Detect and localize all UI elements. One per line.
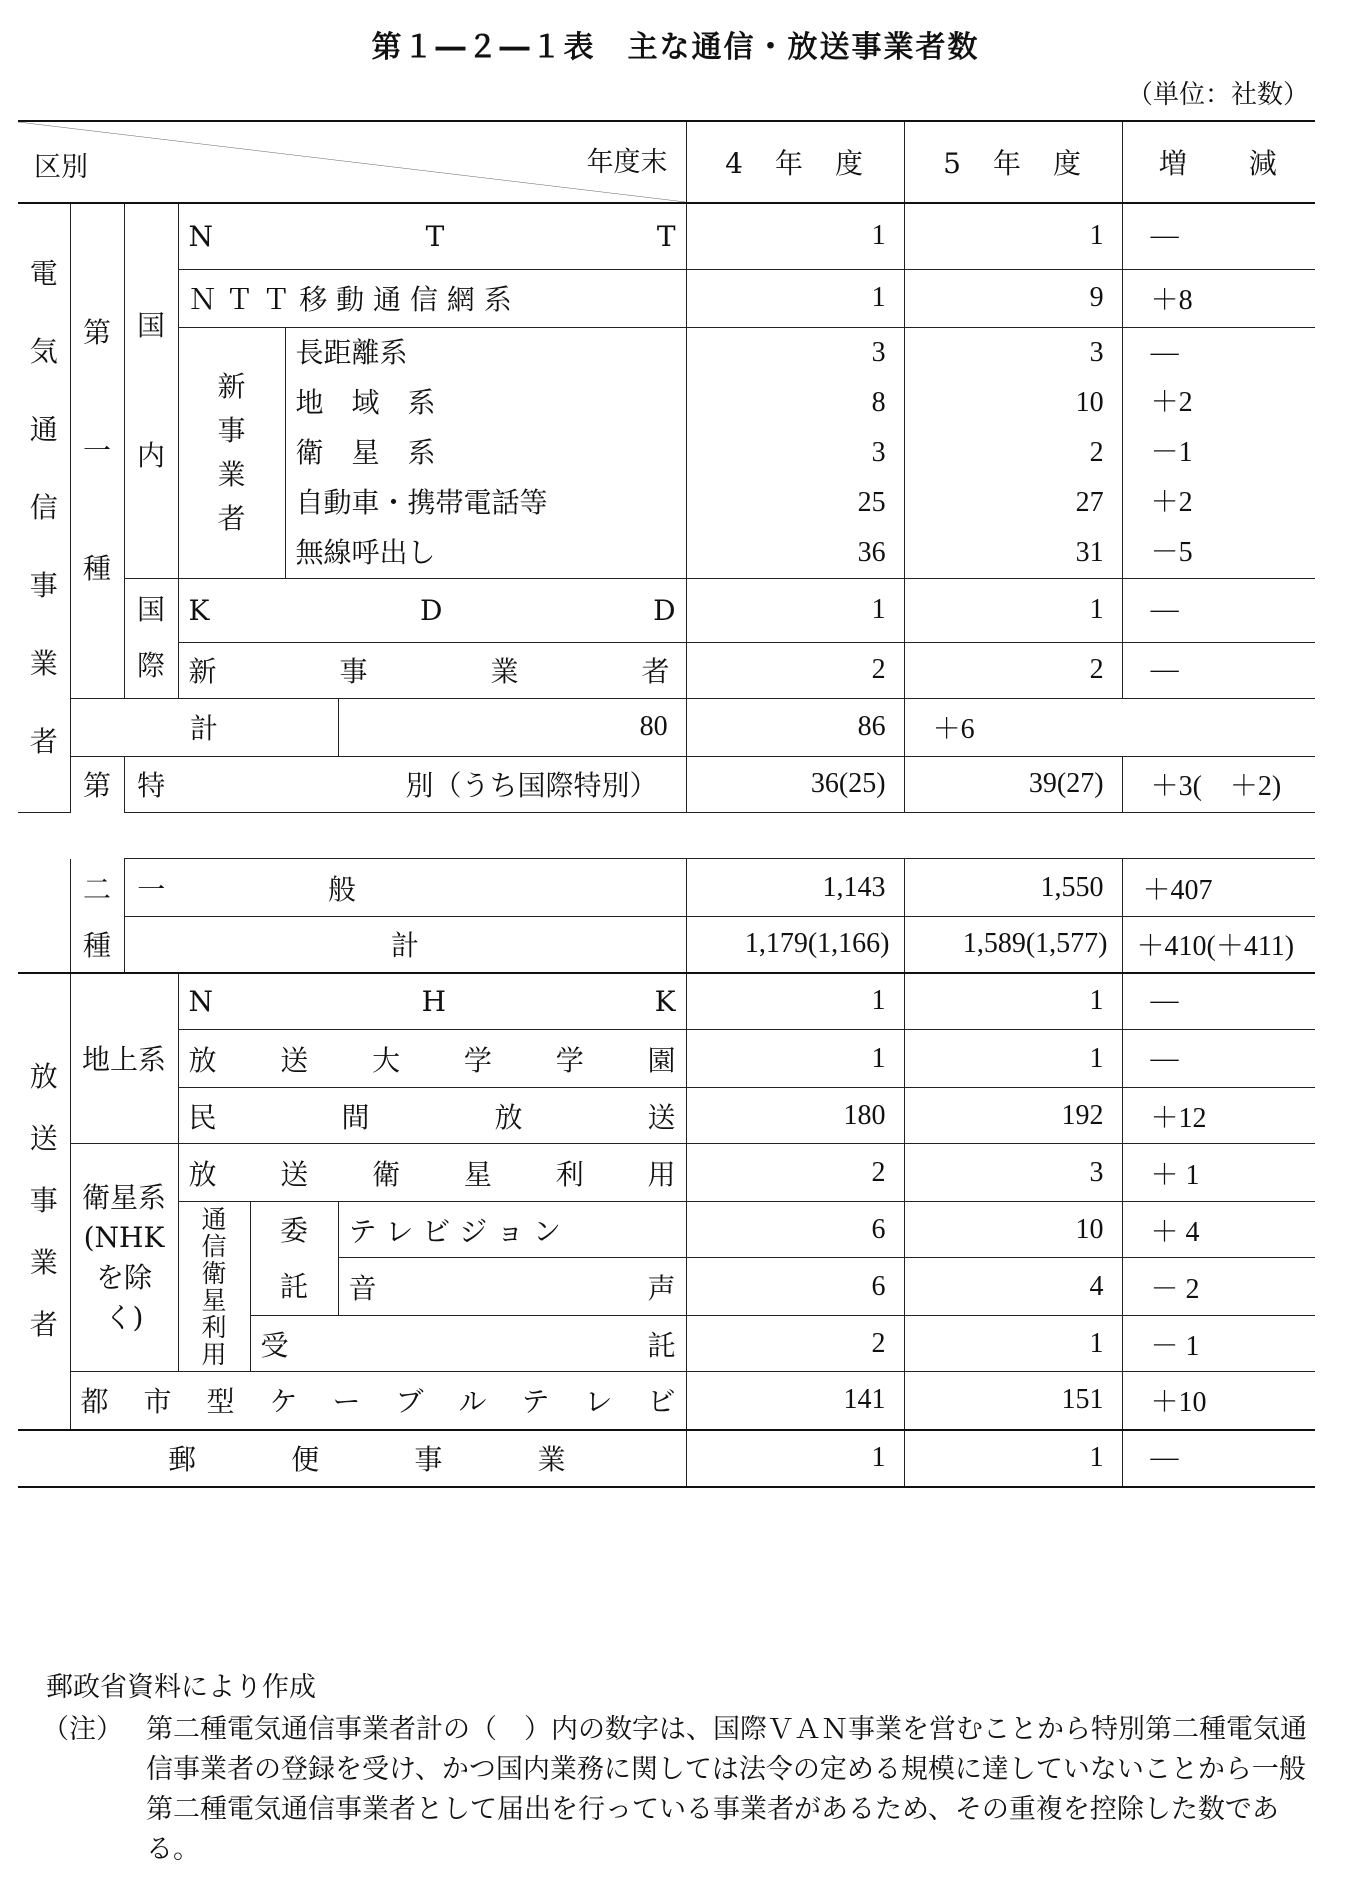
row-entrusted-label: 受 託	[250, 1316, 686, 1372]
audio-fy4: 6	[686, 1258, 904, 1316]
postal-fy5: 1	[904, 1430, 1122, 1487]
entrusted-change: － 1	[1122, 1316, 1315, 1372]
terrestrial-label: 地上系	[70, 973, 178, 1144]
unit-label: （単位：社数）	[1126, 80, 1309, 110]
intl-new-fy4: 2	[686, 642, 904, 698]
new-business-items	[285, 327, 686, 578]
row-postal-label: 郵 便 事 業	[18, 1430, 686, 1487]
new-business-change: ― ＋2 －1 ＋2 －5	[1122, 327, 1315, 578]
special-fy5: 39(27)	[904, 756, 1122, 812]
nhk-fy4: 1	[686, 973, 904, 1030]
source-note: 郵政省資料により作成	[46, 1672, 316, 1703]
special-label-b: 別（うち国際特別）	[178, 756, 686, 812]
nhk-change: ―	[1122, 973, 1315, 1030]
new-business-label: 新 事 業 者	[178, 327, 285, 578]
entrusted-fy4: 2	[686, 1316, 904, 1372]
general-fy5: 1,550	[904, 859, 1122, 917]
row-cable-label: 都 市 型 ケ ー ブ ル テ レ ビ	[70, 1372, 686, 1430]
row-ntt-mobile-label: Ｎ Ｔ Ｔ 移 動 通 信 網 系	[178, 269, 686, 327]
row-nhk-label: N H K	[178, 973, 686, 1030]
header-category: 区別	[34, 152, 88, 183]
type2-label-1: 第	[70, 756, 124, 812]
special-change: ＋3( ＋2)	[1122, 756, 1315, 812]
audio-change: － 2	[1122, 1258, 1315, 1316]
row-private-label: 民 間 放 送	[178, 1088, 686, 1144]
type1-total-label: 計	[70, 698, 338, 756]
intl-new-fy5: 2	[904, 642, 1122, 698]
type2-total-change: ＋410(＋411)	[1122, 917, 1315, 973]
new-business-fy5: 3 10 2 27 31	[904, 327, 1122, 578]
row-bs-label: 放 送 衛 星 利 用	[178, 1144, 686, 1202]
row-intl-new-label: 新 事 業 者	[178, 642, 686, 698]
item-regional: 地 域 系	[295, 385, 436, 419]
entrusted-fy5: 1	[904, 1316, 1122, 1372]
type2-total-fy5: 1,589(1,577)	[904, 917, 1122, 973]
kdd-change: ―	[1122, 578, 1315, 642]
row-ntt-label: N T T	[178, 203, 686, 269]
bs-fy5: 3	[904, 1144, 1122, 1202]
ntt-mobile-change: ＋8	[1122, 269, 1315, 327]
operators-table-lower	[18, 858, 1315, 1488]
tv-change: ＋ 4	[1122, 1202, 1315, 1258]
broadcast-group-label: 放 送 事 業 者	[18, 973, 70, 1430]
private-fy5: 192	[904, 1088, 1122, 1144]
consign-label: 委 託	[250, 1202, 338, 1316]
ntt-mobile-fy5: 9	[904, 269, 1122, 327]
postal-change: ―	[1122, 1430, 1315, 1487]
row-audio-label: 音 声	[338, 1258, 686, 1316]
bs-fy4: 2	[686, 1144, 904, 1202]
new-business-fy4: 3 8 3 25 36	[686, 327, 904, 578]
general-label-b: 般	[178, 859, 686, 917]
type2-total-fy4: 1,179(1,166)	[686, 917, 904, 973]
header-fy4: 4 年 度	[686, 121, 904, 203]
cable-change: ＋10	[1122, 1372, 1315, 1430]
type2-label-2: 二	[70, 859, 124, 917]
postal-fy4: 1	[686, 1430, 904, 1487]
special-fy4: 36(25)	[686, 756, 904, 812]
footnote-body: 第二種電気通信事業者計の（ ）内の数字は、国際ＶＡＮ事業を営むことから特別第二種電気通信事業者の登録を受け、かつ国内業務に関しては法令の定める規模に達していないことから一般第二種電気通信事業者として届出を行っている事業者があるため、その重複を控除した数である。	[146, 1714, 1307, 1865]
header-fiscal-year-end: 年度末	[586, 147, 668, 178]
private-change: ＋12	[1122, 1088, 1315, 1144]
ntt-mobile-fy4: 1	[686, 269, 904, 327]
operators-table	[18, 120, 1315, 813]
general-label-a: 一	[124, 859, 178, 917]
telecom-group-spacer-1	[18, 859, 70, 917]
intl-new-change: ―	[1122, 642, 1315, 698]
univ-fy4: 1	[686, 1030, 904, 1088]
header-change: 増 減	[1122, 121, 1315, 203]
ntt-change: ―	[1122, 203, 1315, 269]
cable-fy4: 141	[686, 1372, 904, 1430]
nhk-fy5: 1	[904, 973, 1122, 1030]
kdd-fy5: 1	[904, 578, 1122, 642]
bs-change: ＋ 1	[1122, 1144, 1315, 1202]
general-change: ＋407	[1122, 859, 1315, 917]
tv-fy4: 6	[686, 1202, 904, 1258]
type1-total-fy4: 80	[338, 698, 686, 756]
audio-fy5: 4	[904, 1258, 1122, 1316]
kdd-fy4: 1	[686, 578, 904, 642]
type1-total-fy5: 86	[686, 698, 904, 756]
header-fy5: 5 年 度	[904, 121, 1122, 203]
footnote-lead: （注）	[42, 1714, 123, 1745]
special-label-a: 特	[124, 756, 178, 812]
type1-label: 第 一 種	[70, 203, 124, 698]
cable-fy5: 151	[904, 1372, 1122, 1430]
international-label: 国 際	[124, 578, 178, 698]
telecom-group-spacer-2	[18, 917, 70, 973]
telecom-group-label: 電 気 通 信 事 業 者	[18, 203, 70, 812]
satellite-label: 衛星系 (NHK を除く)	[70, 1144, 178, 1372]
table-title: 第１―２―１表 主な通信・放送事業者数	[371, 30, 980, 65]
row-kdd-label: K D D	[178, 578, 686, 642]
univ-fy5: 1	[904, 1030, 1122, 1088]
type2-label-3: 種	[70, 917, 124, 973]
row-univ-label: 放 送 大 学 学 園	[178, 1030, 686, 1088]
private-fy4: 180	[686, 1088, 904, 1144]
ntt-fy5: 1	[904, 203, 1122, 269]
item-satellite: 衛 星 系	[295, 435, 436, 469]
footnote	[42, 1710, 1316, 1870]
domestic-label: 国 内	[124, 203, 178, 578]
type2-total-label: 計	[124, 917, 686, 973]
header-corner-cell	[18, 121, 686, 203]
item-paging: 無線呼出し	[295, 535, 436, 569]
ntt-fy4: 1	[686, 203, 904, 269]
cs-use-label: 通 信 衛 星 利 用	[178, 1202, 250, 1372]
type1-total-change: ＋6	[904, 698, 1122, 756]
item-long-distance: 長距離系	[295, 335, 408, 369]
univ-change: ―	[1122, 1030, 1315, 1088]
item-mobile-phone: 自動車・携帯電話等	[295, 485, 548, 519]
row-tv-label: テ レ ビ ジ ョ ン	[338, 1202, 686, 1258]
general-fy4: 1,143	[686, 859, 904, 917]
tv-fy5: 10	[904, 1202, 1122, 1258]
